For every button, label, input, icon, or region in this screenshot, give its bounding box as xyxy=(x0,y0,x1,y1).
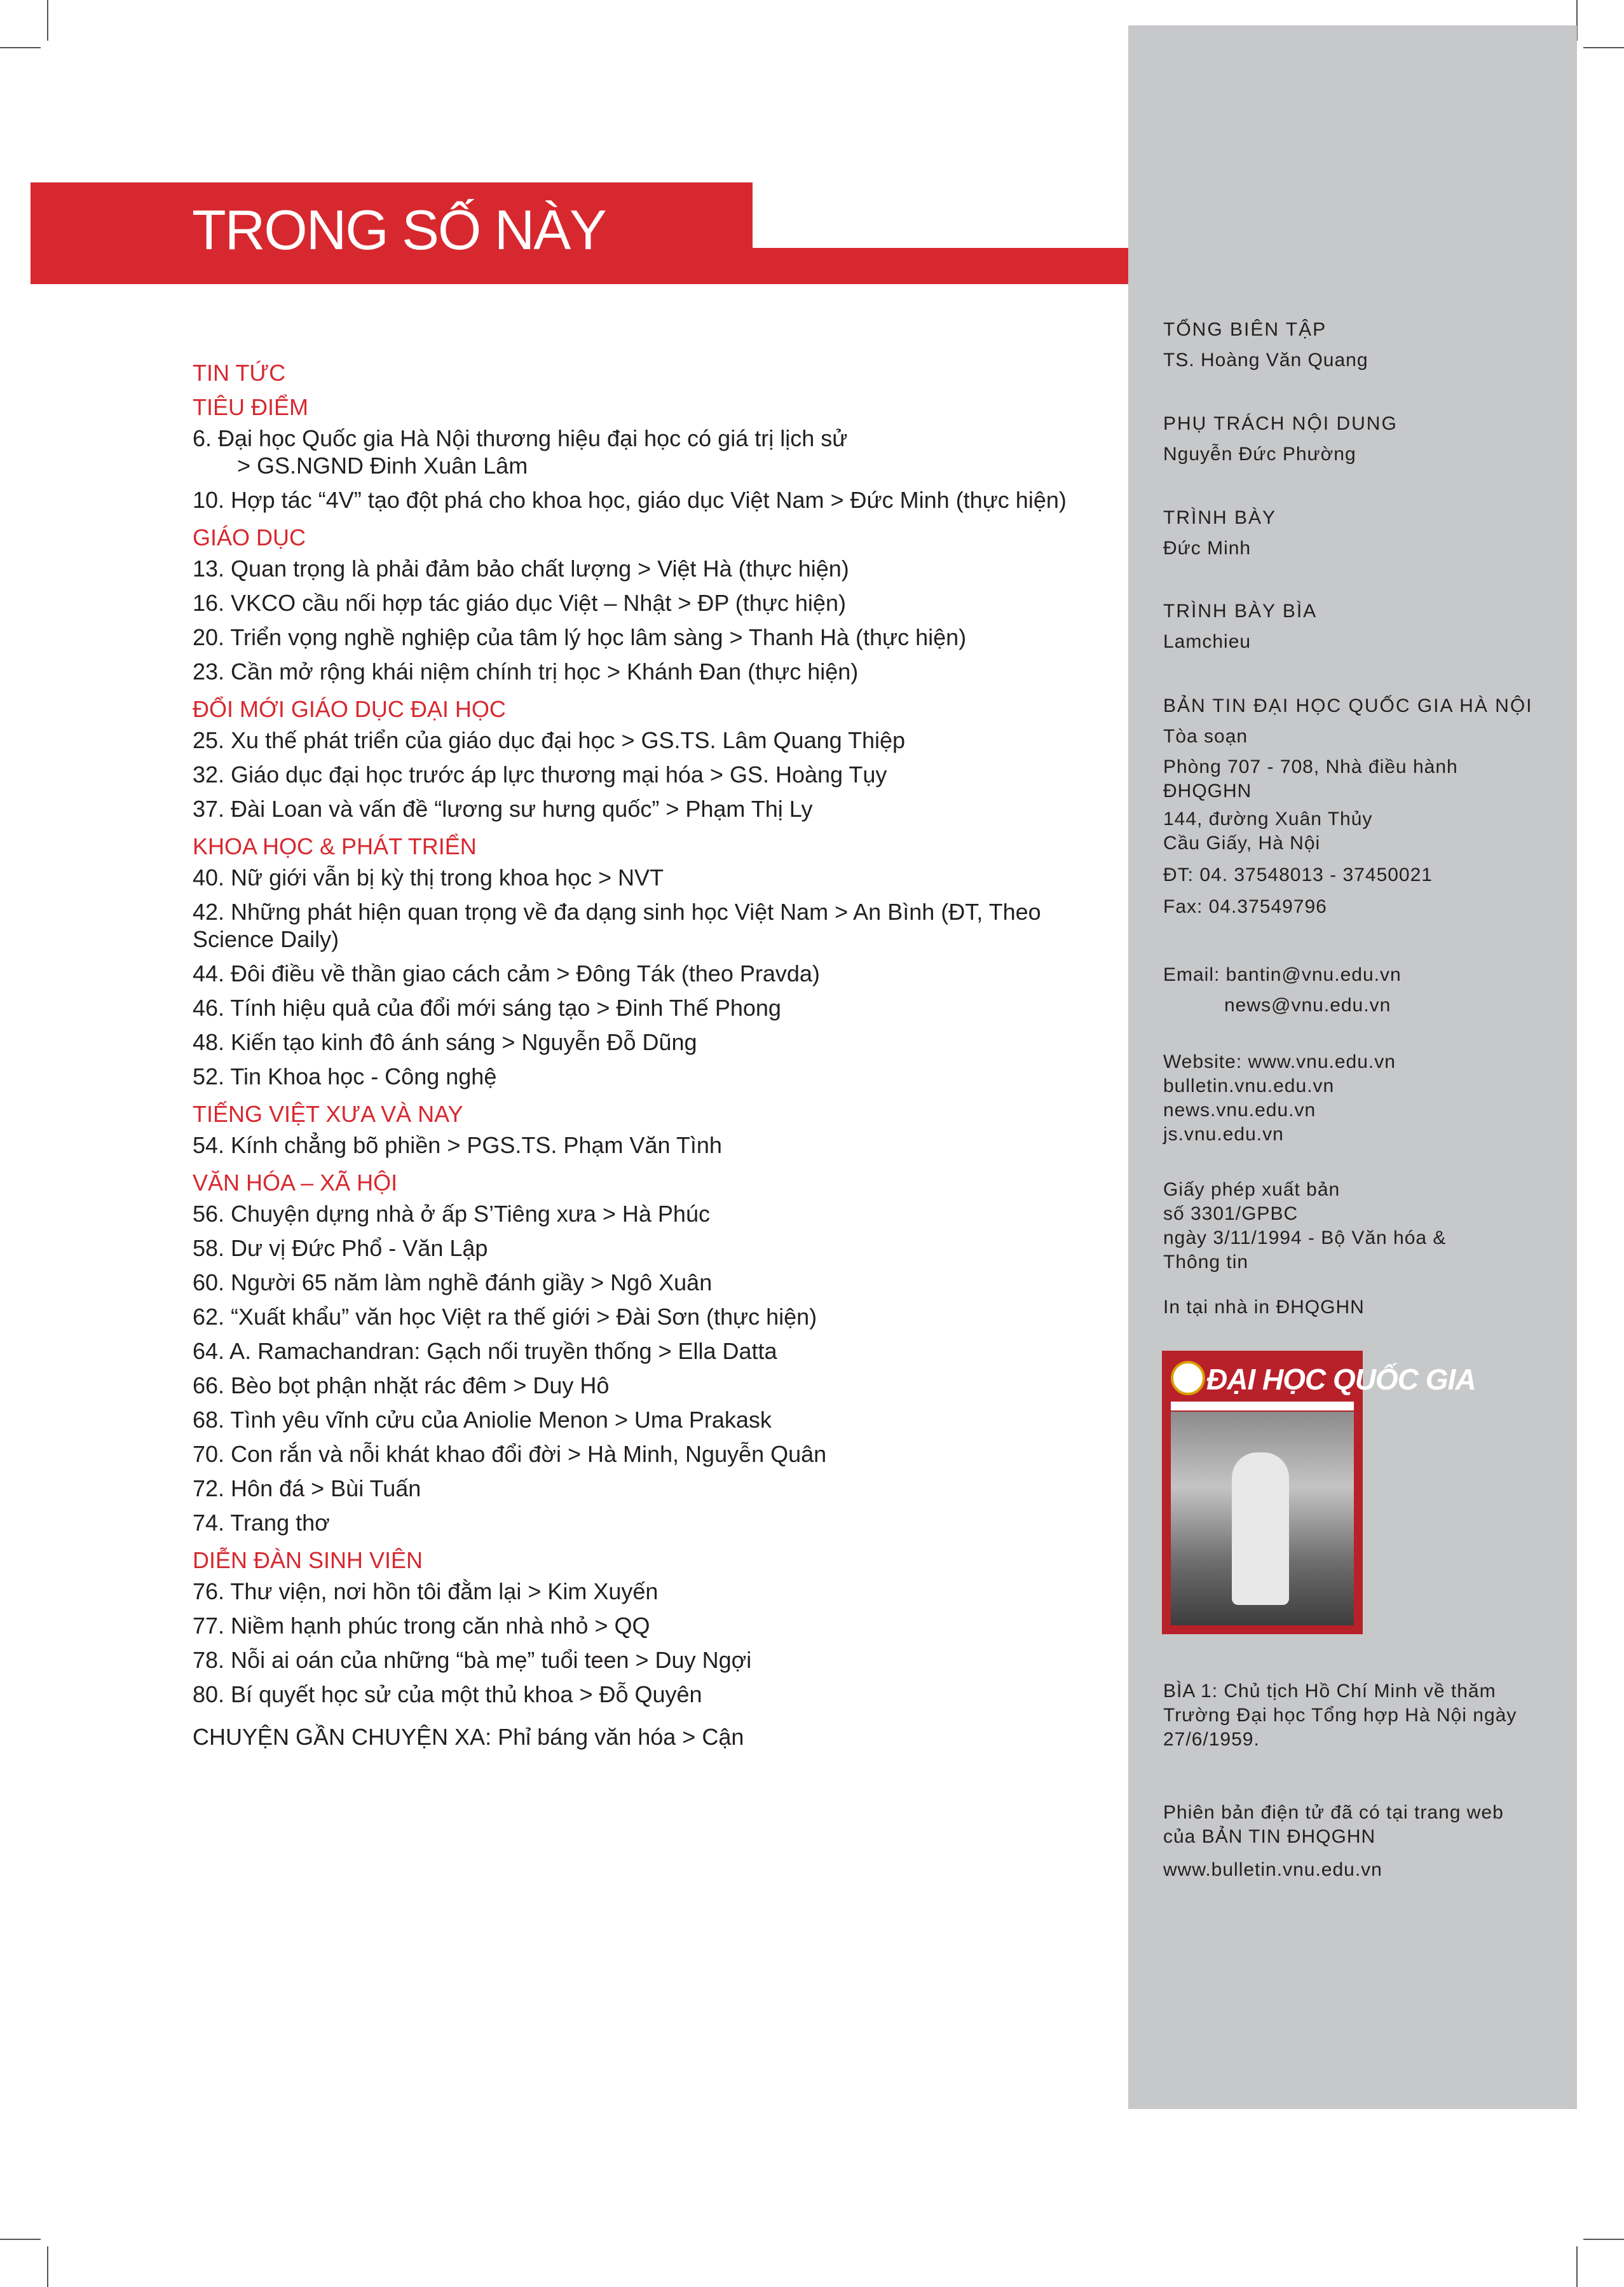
title-banner-strip xyxy=(753,248,1129,284)
license-line: số 3301/GPBC xyxy=(1163,1203,1299,1224)
toc-section-heading: DIỄN ĐÀN SINH VIÊN xyxy=(193,1547,423,1573)
toc-item[interactable]: 32. Giáo dục đại học trước áp lực thương mại hóa > GS. Hoàng Tụy xyxy=(193,761,887,788)
toc-section-heading: VĂN HÓA – XÃ HỘI xyxy=(193,1170,398,1196)
toc-item[interactable]: 70. Con rắn và nỗi khát khao đổi đời > Hà Minh, Nguyễn Quân xyxy=(193,1441,827,1467)
page-title: TRONG SỐ NÀY xyxy=(192,198,606,261)
toc-item[interactable]: 74. Trang thơ xyxy=(193,1510,330,1536)
cover-figure xyxy=(1232,1452,1289,1605)
toc-item[interactable]: 37. Đài Loan và vấn đề “lương sư hưng quốc” > Phạm Thị Ly xyxy=(193,796,813,822)
editor-in-chief-name: TS. Hoàng Văn Quang xyxy=(1163,350,1368,371)
cover-band xyxy=(1171,1402,1354,1410)
email-line: news@vnu.edu.vn xyxy=(1224,995,1391,1016)
email-block xyxy=(1163,963,1545,1018)
toc-item[interactable]: 56. Chuyện dựng nhà ở ấp S’Tiêng xưa > Hà Phúc xyxy=(193,1201,710,1227)
layout-label: TRÌNH BÀY xyxy=(1163,507,1277,528)
table-of-contents xyxy=(193,356,1108,1754)
fax-number: Fax: 04.37549796 xyxy=(1163,896,1327,917)
toc-item[interactable]: 42. Những phát hiện quan trọng về đa dạng sinh học Việt Nam > An Bình (ĐT, Theo Science Daily) xyxy=(193,899,1041,952)
cover-caption-text: BÌA 1: Chủ tịch Hồ Chí Minh về thăm Trường Đại học Tổng hợp Hà Nội ngày 27/6/1959. xyxy=(1163,1681,1517,1750)
toc-item[interactable]: 66. Bèo bọt phận nhặt rác đêm > Duy Hô xyxy=(193,1372,610,1398)
toc-item[interactable]: 20. Triển vọng nghề nghiệp của tâm lý học lâm sàng > Thanh Hà (thực hiện) xyxy=(193,624,967,650)
toc-section-heading: TIẾNG VIỆT XƯA VÀ NAY xyxy=(193,1101,463,1127)
license-line: Giấy phép xuất bản xyxy=(1163,1179,1341,1200)
toc-section-heading: ĐỔI MỚI GIÁO DỤC ĐẠI HỌC xyxy=(193,696,506,722)
toc-item[interactable]: 58. Dư vị Đức Phổ - Văn Lập xyxy=(193,1235,488,1261)
toc-item[interactable]: 16. VKCO cầu nối hợp tác giáo dục Việt – Nhật > ĐP (thực hiện) xyxy=(193,590,846,616)
layout-person: Đức Minh xyxy=(1163,538,1252,559)
website-line: js.vnu.edu.vn xyxy=(1163,1124,1284,1145)
toc-section-heading: KHOA HỌC & PHÁT TRIỂN xyxy=(193,833,477,859)
toc-item[interactable]: 62. “Xuất khẩu” văn học Việt ra thế giới > Đài Sơn (thực hiện) xyxy=(193,1304,817,1330)
toc-item[interactable]: 68. Tình yêu vĩnh cửu của Aniolie Menon > Uma Prakask xyxy=(193,1407,772,1433)
crop-mark xyxy=(1583,47,1624,48)
email-line: Email: bantin@vnu.edu.vn xyxy=(1163,964,1402,985)
address-line: Phòng 707 - 708, Nhà điều hành ĐHQGHN xyxy=(1163,756,1458,802)
crop-mark xyxy=(47,0,48,41)
electronic-url: www.bulletin.vnu.edu.vn xyxy=(1163,1859,1382,1880)
website-block xyxy=(1163,1050,1545,1147)
toc-item[interactable]: 46. Tính hiệu quả của đổi mới sáng tạo > Đinh Thế Phong xyxy=(193,995,781,1021)
masthead-cover-layout-block xyxy=(1163,599,1545,654)
license-line: ngày 3/11/1994 - Bộ Văn hóa & Thông tin xyxy=(1163,1227,1447,1273)
content-person: Nguyễn Đức Phường xyxy=(1163,444,1356,465)
crop-mark xyxy=(1583,2239,1624,2240)
toc-item[interactable]: 64. A. Ramachandran: Gạch nối truyền thống > Ella Datta xyxy=(193,1338,777,1364)
masthead-editor-block xyxy=(1163,318,1545,372)
university-seal-icon xyxy=(1171,1361,1205,1395)
cover-thumbnail xyxy=(1162,1351,1476,1634)
toc-item[interactable]: 44. Đôi điều về thần giao cách cảm > Đông Ták (theo Pravda) xyxy=(193,960,820,986)
office-label: Tòa soạn xyxy=(1163,726,1248,747)
electronic-block xyxy=(1163,1801,1519,1882)
toc-item[interactable]: 13. Quan trọng là phải đảm bảo chất lượng > Việt Hà (thực hiện) xyxy=(193,556,849,582)
cover-caption xyxy=(1163,1679,1519,1752)
website-line: bulletin.vnu.edu.vn xyxy=(1163,1075,1335,1096)
electronic-note: Phiên bản điện tử đã có tại trang web của BẢN TIN ĐHQGHN xyxy=(1163,1802,1504,1847)
toc-item[interactable]: 72. Hôn đá > Bùi Tuấn xyxy=(193,1475,421,1501)
toc-section-heading: GIÁO DỤC xyxy=(193,524,306,550)
toc-item[interactable]: 6. Đại học Quốc gia Hà Nội thương hiệu đại học có giá trị lịch sử xyxy=(193,425,848,451)
toc-section-heading: TIÊU ĐIỂM xyxy=(193,394,309,420)
content-label: PHỤ TRÁCH NỘI DUNG xyxy=(1163,413,1398,434)
toc-item[interactable]: 52. Tin Khoa học - Công nghệ xyxy=(193,1063,497,1089)
address-line: 144, đường Xuân Thủy xyxy=(1163,809,1373,829)
toc-item[interactable]: 40. Nữ giới vẫn bị kỳ thị trong khoa học > NVT xyxy=(193,864,664,891)
toc-section-heading: TIN TỨC xyxy=(193,360,286,386)
website-line: Website: www.vnu.edu.vn xyxy=(1163,1051,1396,1072)
editor-in-chief-label: TỔNG BIÊN TẬP xyxy=(1163,319,1327,340)
masthead-layout-block xyxy=(1163,506,1545,561)
crop-mark xyxy=(1576,2246,1578,2287)
toc-item[interactable]: 80. Bí quyết học sử của một thủ khoa > Đỗ Quyên xyxy=(193,1681,702,1707)
toc-item[interactable]: 10. Hợp tác “4V” tạo đột phá cho khoa học, giáo dục Việt Nam > Đức Minh (thực hiện) xyxy=(193,487,1067,513)
license-block xyxy=(1163,1178,1545,1274)
crop-mark xyxy=(0,47,41,48)
cover-layout-label: TRÌNH BÀY BÌA xyxy=(1163,601,1318,622)
publisher-label: BẢN TIN ĐẠI HỌC QUỐC GIA HÀ NỘI xyxy=(1163,695,1533,716)
toc-item[interactable]: 77. Niềm hạnh phúc trong căn nhà nhỏ > QQ xyxy=(193,1613,650,1639)
address-line: Cầu Giấy, Hà Nội xyxy=(1163,833,1321,854)
toc-closing-item[interactable]: CHUYỆN GẦN CHUYỆN XA: Phỉ báng văn hóa > Cận xyxy=(193,1724,744,1750)
crop-mark xyxy=(47,2246,48,2287)
toc-item[interactable]: 23. Cần mở rộng khái niệm chính trị học > Khánh Đan (thực hiện) xyxy=(193,659,859,685)
toc-item[interactable]: 60. Người 65 năm làm nghề đánh giầy > Ngô Xuân xyxy=(193,1269,713,1295)
toc-item[interactable]: 54. Kính chẳng bõ phiền > PGS.TS. Phạm Văn Tình xyxy=(193,1132,722,1158)
toc-item[interactable]: 25. Xu thế phát triển của giáo dục đại học > GS.TS. Lâm Quang Thiệp xyxy=(193,727,906,753)
phone-number: ĐT: 04. 37548013 - 37450021 xyxy=(1163,864,1433,885)
cover-masthead: ĐẠI HỌC QUỐC GIA xyxy=(1206,1363,1476,1396)
crop-mark xyxy=(0,2239,41,2240)
toc-item[interactable]: > GS.NGND Đinh Xuân Lâm xyxy=(237,453,528,479)
publisher-block xyxy=(1163,694,1545,919)
website-line: news.vnu.edu.vn xyxy=(1163,1100,1316,1121)
toc-item[interactable]: 78. Nỗi ai oán của những “bà mẹ” tuổi teen > Duy Ngợi xyxy=(193,1647,752,1673)
toc-item[interactable]: 48. Kiến tạo kinh đô ánh sáng > Nguyễn Đỗ Dũng xyxy=(193,1029,697,1055)
toc-item[interactable]: 76. Thư viện, nơi hồn tôi đằm lại > Kim Xuyến xyxy=(193,1578,658,1604)
printer-block xyxy=(1163,1295,1545,1320)
masthead-content-block xyxy=(1163,412,1545,467)
cover-layout-person: Lamchieu xyxy=(1163,631,1252,652)
printer-line: In tại nhà in ĐHQGHN xyxy=(1163,1297,1365,1318)
